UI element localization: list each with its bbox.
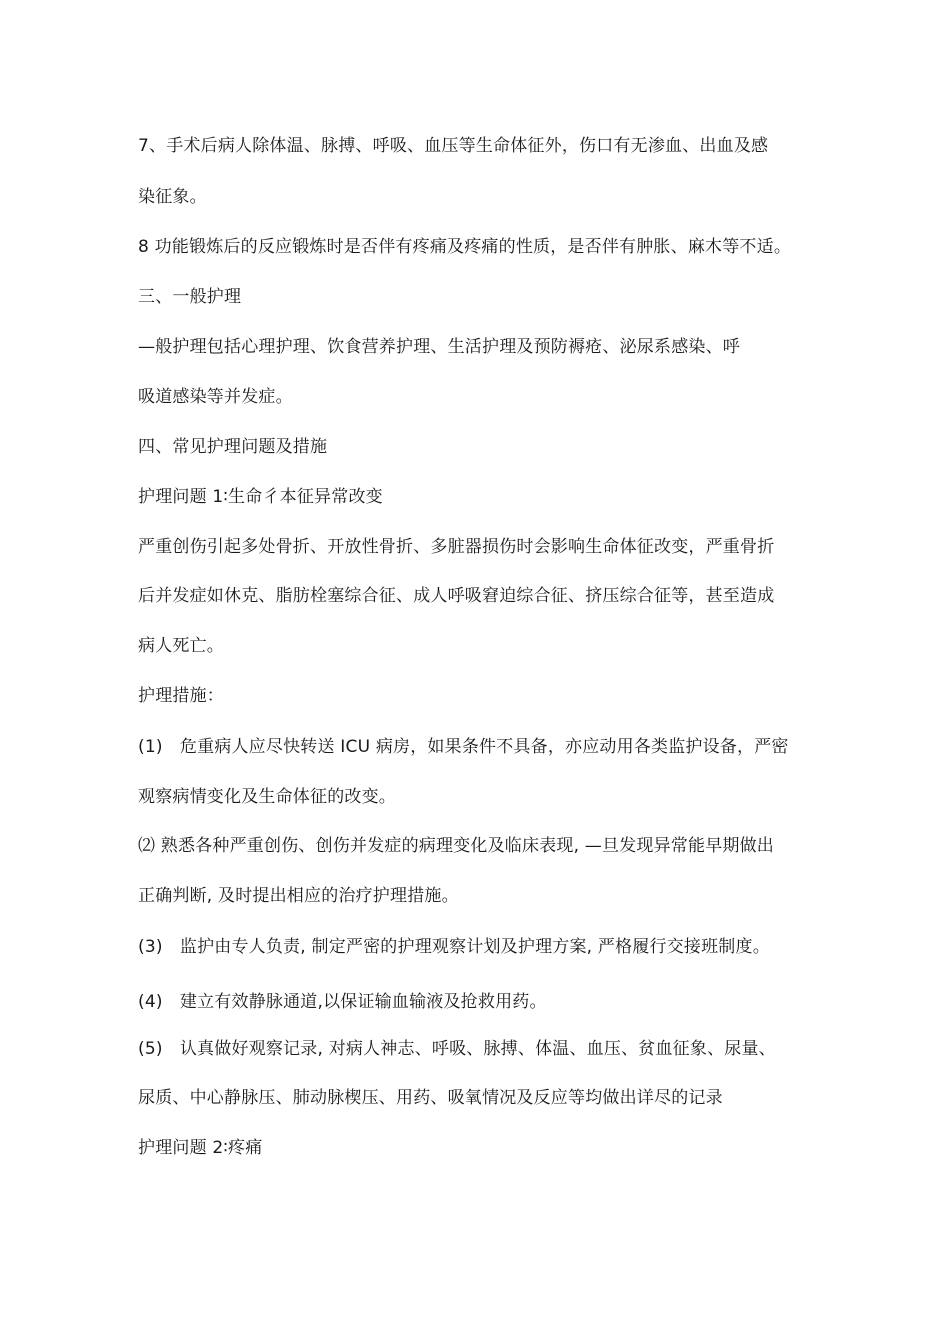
measure-item-5: (5) 认真做好观察记录, 对病人神志、呼吸、脉搏、体温、血压、贫血征象、尿量、 <box>138 1039 776 1059</box>
text-line-2: 染征象。 <box>138 187 207 207</box>
text-line-5: —般护理包括心理护理、饮食营养护理、生活护理及预防褥疮、泌尿系感染、呼 <box>138 337 740 357</box>
text-line-11: 病人死亡。 <box>138 636 224 656</box>
problem-heading-2: 护理问题 2∶疼痛 <box>138 1138 263 1158</box>
text-line-6: 吸道感染等并发症。 <box>138 387 293 407</box>
text-line-3: 8 功能锻炼后的反应锻炼时是否伴有疼痛及疼痛的性质，是否伴有肿胀、麻木等不适。 <box>138 237 792 257</box>
text-line-10: 后并发症如休克、脂肪栓塞综合征、成人呼吸窘迫综合征、挤压综合征等，甚至造成 <box>138 586 775 606</box>
measure-item-4: (4) 建立有效静脉通道,以保证输血输液及抢救用药。 <box>138 992 547 1012</box>
measure-item-2-cont: 正确判断, 及时提出相应的治疗护理措施。 <box>138 886 459 906</box>
measure-item-5-cont: 尿质、中心静脉压、肺动脉楔压、用药、吸氧情况及反应等均做出详尽的记录 <box>138 1088 723 1108</box>
section-heading-general-care: 三、一般护理 <box>138 287 242 307</box>
text-line-1: 7、手术后病人除体温、脉搏、呼吸、血压等生命体征外，伤口有无渗血、出血及感 <box>138 136 769 156</box>
measure-item-3: (3) 监护由专人负责, 制定严密的护理观察计划及护理方案, 严格履行交接班制度。 <box>138 937 770 957</box>
problem-heading-1: 护理问题 1∶生命彳本征异常改变 <box>138 487 383 507</box>
measure-item-2: ⑵ 熟悉各种严重创伤、创伤并发症的病理变化及临床表现, —旦发现异常能早期做出 <box>138 836 775 856</box>
measure-item-1-cont: 观察病情变化及生命体征的改变。 <box>138 787 396 807</box>
measure-item-1: (1) 危重病人应尽快转送 ICU 病房，如果条件不具备，亦应动用各类监护设备，严密 <box>138 737 789 757</box>
text-line-9: 严重创伤引起多处骨折、开放性骨折、多脏器损伤时会影响生命体征改变，严重骨折 <box>138 537 775 557</box>
section-heading-common-problems: 四、常见护理问题及措施 <box>138 437 328 457</box>
measures-heading: 护理措施： <box>138 686 224 706</box>
